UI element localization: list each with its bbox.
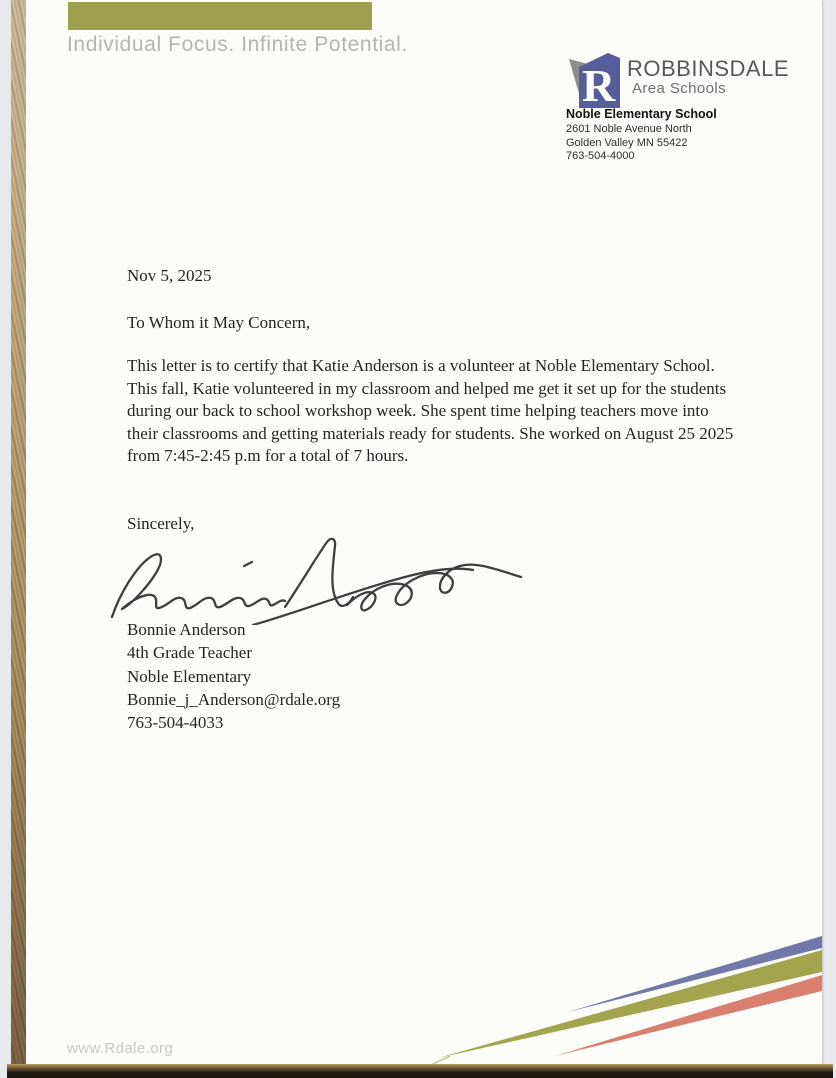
signature-stroke-crossbar (253, 569, 473, 625)
signer-phone: 763-504-4033 (127, 713, 224, 733)
signer-name: Bonnie Anderson (127, 620, 246, 639)
header-accent-bar (68, 2, 372, 30)
district-subname: Area Schools (632, 80, 727, 97)
letter-closing: Sincerely, (127, 514, 195, 533)
letter-body-paragraph: This letter is to certify that Katie Anderson is a volunteer at Noble Elementary School. This fall, Katie volunteered in my classroom and helped me get it set up for the students during our back to school workshop week. She spent time helping teachers move into their classrooms and getting materials ready for students. She worked on August 25 2025 from 7:45-2:45 p.m for a total of 7 hours. (127, 356, 734, 466)
district-tagline: Individual Focus. Infinite Potential. (67, 33, 408, 56)
district-name: ROBBINSDALE (627, 56, 789, 81)
address-line-2: Golden Valley MN 55422 (566, 136, 688, 149)
address-line-1: 2601 Noble Avenue North (566, 123, 692, 135)
letter-salutation: To Whom it May Concern, (127, 313, 311, 332)
school-name: Noble Elementary School (566, 107, 717, 121)
signature-stroke-bonnie (112, 554, 285, 617)
signer-title: 4th Grade Teacher (127, 643, 252, 663)
page-bottom-edge (7, 1064, 833, 1078)
footer-decorative-stripes (420, 910, 822, 1072)
signer-school: Noble Elementary (127, 666, 252, 686)
handwritten-signature (105, 535, 525, 625)
paper-edge-texture (11, 0, 26, 1072)
school-phone: 763-504-4000 (566, 150, 635, 162)
logo-letter-r: R (582, 60, 616, 111)
robbinsdale-logo-icon (566, 50, 624, 112)
school-address-block (566, 123, 692, 164)
district-website: www.Rdale.org (67, 1040, 174, 1057)
signature-block (127, 618, 340, 734)
signer-email: Bonnie_j_Anderson@rdale.org (127, 689, 341, 709)
letter-date: Nov 5, 2025 (127, 266, 212, 285)
signature-stroke-idot (244, 562, 252, 566)
